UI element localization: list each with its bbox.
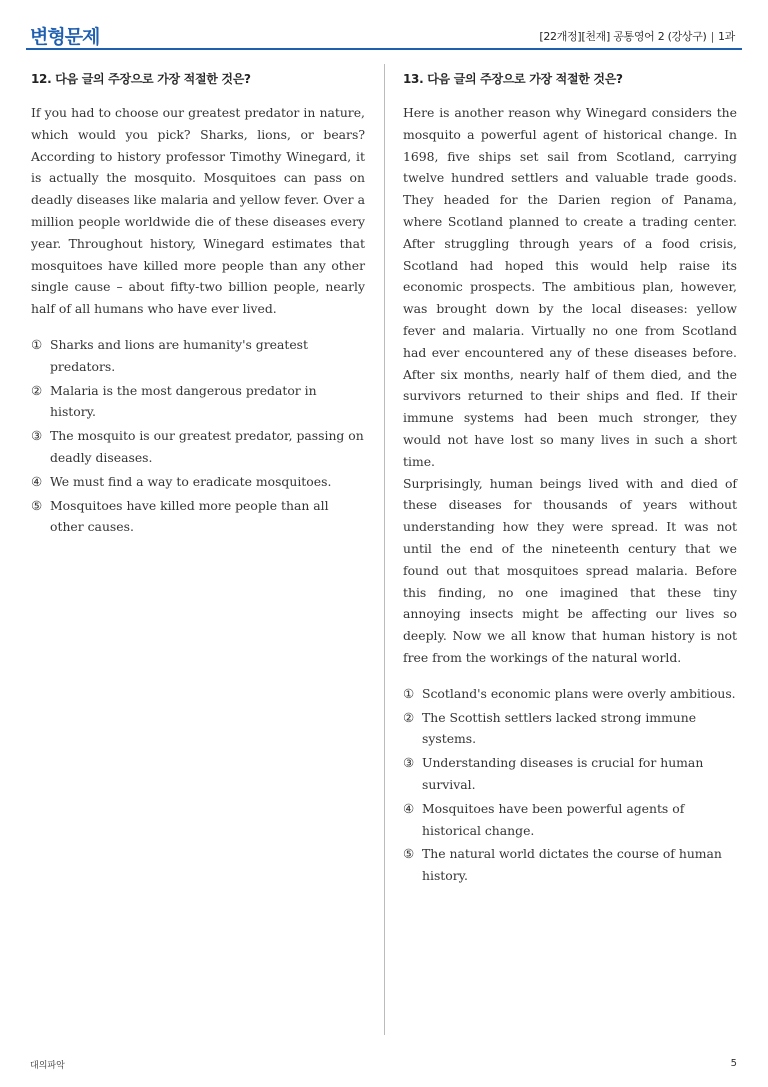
answer-options [403,683,737,887]
answer-options [31,334,365,538]
header-source [539,28,735,44]
footer-category: 대의파악 [30,1061,65,1071]
answer-option[interactable] [31,495,365,539]
question-12 [31,70,365,540]
option-text: The mosquito is our greatest predator, passing on deadly diseases. [50,428,364,465]
answer-option[interactable] [31,380,365,424]
option-number: ④ [31,473,43,489]
option-number: ① [403,685,415,701]
option-number: ① [31,336,43,352]
option-number: ② [403,709,415,725]
lesson-label: 1과 [717,30,735,43]
answer-option[interactable] [31,425,365,469]
page-title: 변형문제 [30,26,100,48]
answer-option[interactable] [31,471,365,493]
answer-option[interactable] [403,752,737,796]
option-text: Sharks and lions are humanity's greatest predators. [50,336,309,374]
passage-paragraph: If you had to choose our greatest predator in nature, which would you pick? Sharks, lions, or bears? According to history professor Timothy Winegard, it is actually the mosquito. Mosquitoes can pass on deadly diseases like malaria and yellow fever. Over a million people worldwide die of these diseases every year. Throughout history, Winegard estimates that mosquitoes have killed more people than any other single cause – about fifty-two billion people, nearly half of all humans who have ever lived. [31,105,365,317]
option-text: Malaria is the most dangerous predator in history. [50,382,317,420]
option-number: ④ [403,800,415,816]
option-text: Scotland's economic plans were overly ambitious. [422,685,736,701]
header-rule [26,48,742,50]
header-separator: | [710,30,714,43]
option-text: The Scottish settlers lacked strong immune systems. [422,709,697,747]
column-divider [384,64,385,1035]
option-number: ② [31,382,43,398]
option-text: Mosquitoes have killed more people than all other causes. [50,497,329,535]
passage [31,102,365,320]
page-number: 5 [730,1058,737,1069]
passage-paragraph-1: Here is another reason why Winegard considers the mosquito a powerful agent of historical change. In 1698, five ships set sail from Scotland, carrying twelve hundred settlers and valuable trade goods. They headed for the Darien region of Panama, where Scotland planned to create a trading center. After struggling through years of a food crisis, Scotland had hoped this would help raise its economic prospects. The ambitious plan, however, was brought down by the local diseases: yellow fever and malaria. Virtually no one from Scotland had ever encountered any of these diseases before. After six months, nearly half of them died, and the survivors returned to their ships and fled. If their immune systems had been much stronger, they would not have lost so many lives in such a short time. [403,105,737,469]
answer-option[interactable] [403,798,737,842]
option-number: ③ [403,755,415,771]
question-13 [403,70,737,889]
option-number: ③ [31,428,43,444]
question-title: 13. 다음 글의 주장으로 가장 적절한 것은? [403,72,623,86]
option-number: ⑤ [31,497,43,513]
option-text: Understanding diseases is crucial for human survival. [422,755,704,792]
answer-option[interactable] [403,843,737,887]
answer-option[interactable] [403,683,737,705]
answer-option[interactable] [403,707,737,751]
answer-option[interactable] [31,334,365,378]
passage-paragraph-2: Surprisingly, human beings lived with and died of these diseases for thousands of years without understanding how they were spread. It was not until the end of the nineteenth century that we found out that mosquitoes spread malaria. Before this finding, no one imagined that these tiny annoying insects might be affecting our lives so deeply. Now we all know that human history is not free from the workings of the natural world. [403,475,737,665]
option-number: ⑤ [403,846,415,862]
passage [403,102,737,669]
option-text: We must find a way to eradicate mosquitoes. [50,473,332,489]
question-title: 12. 다음 글의 주장으로 가장 적절한 것은? [31,72,251,86]
textbook-source: [22개정][천재] 공통영어 2 (강상구) [539,30,707,43]
option-text: The natural world dictates the course of human history. [422,846,722,884]
option-text: Mosquitoes have been powerful agents of historical change. [422,800,685,838]
